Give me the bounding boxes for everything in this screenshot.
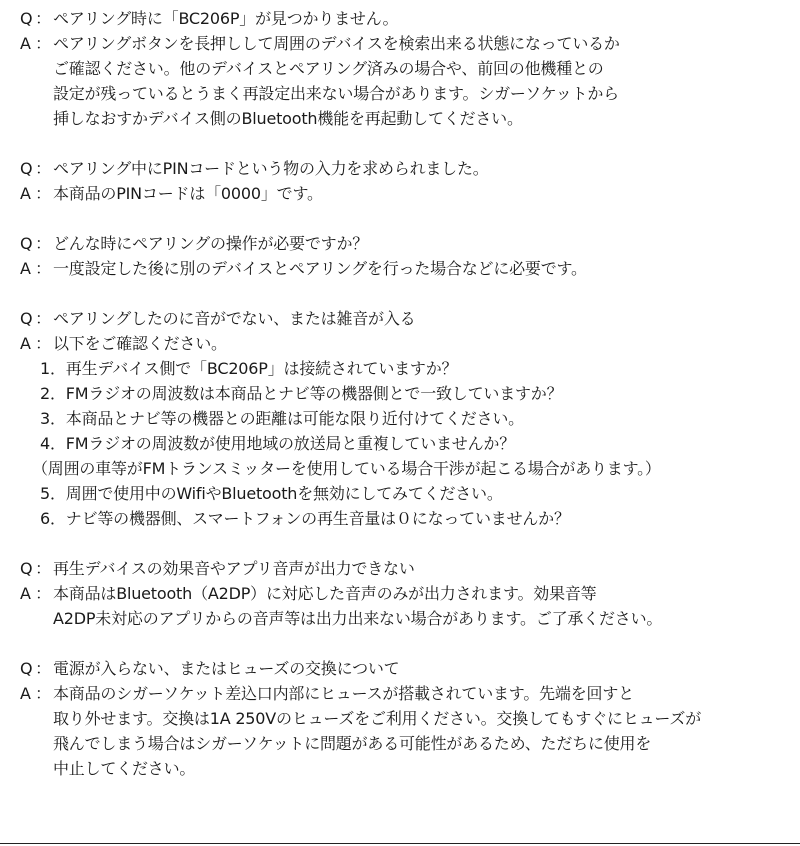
colon: ： xyxy=(35,9,51,28)
answer-line xyxy=(20,581,800,606)
question-line xyxy=(20,156,800,181)
answer-text: 飛んでしまう場合はシガーソケットに問題がある可能性があるため、ただちに使用を xyxy=(53,734,652,753)
answer-line xyxy=(20,56,800,81)
faq-list xyxy=(20,6,800,781)
answer-marker: A xyxy=(20,259,31,278)
check-item-text: 5．周囲で使用中のWifiやBluetoothを無効にしてみてください。 xyxy=(40,484,503,503)
colon: ： xyxy=(35,684,51,703)
check-note xyxy=(20,456,800,481)
answer-text: ご確認ください。他のデバイスとペアリング済みの場合や、前回の他機種との xyxy=(53,59,604,78)
faq-item-fuse xyxy=(20,656,800,781)
check-item xyxy=(20,406,800,431)
faq-item-pairing-not-found xyxy=(20,6,800,131)
question-line xyxy=(20,306,800,331)
answer-marker: A xyxy=(20,184,31,203)
check-item-text: 4．FMラジオの周波数が使用地域の放送局と重複していませんか？ xyxy=(40,434,515,453)
question-line xyxy=(20,231,800,256)
answer-text: 設定が残っているとうまく再設定出来ない場合があります。シガーソケットから xyxy=(53,84,619,103)
bottom-divider xyxy=(0,843,800,844)
answer-line xyxy=(20,731,800,756)
colon: ： xyxy=(35,334,51,353)
colon: ： xyxy=(35,234,51,253)
colon: ： xyxy=(35,309,51,328)
answer-marker: A xyxy=(20,684,31,703)
colon: ： xyxy=(35,34,51,53)
answer-line xyxy=(20,706,800,731)
answer-marker: A xyxy=(20,334,31,353)
check-item-text: 1．再生デバイス側で「BC206P」は接続されていますか？ xyxy=(40,359,458,378)
check-item-text: 6．ナビ等の機器側、スマートフォンの再生音量は０になっていませんか？ xyxy=(40,509,570,528)
question-text: どんな時にペアリングの操作が必要ですか？ xyxy=(53,234,369,253)
question-line xyxy=(20,556,800,581)
check-item-text: 2．FMラジオの周波数は本商品とナビ等の機器側とで一致していますか？ xyxy=(40,384,563,403)
question-line xyxy=(20,656,800,681)
colon: ： xyxy=(35,159,51,178)
colon: ： xyxy=(35,184,51,203)
question-text: ペアリング中にPINコードという物の入力を求められました。 xyxy=(53,159,489,178)
question-text: 再生デバイスの効果音やアプリ音声が出力できない xyxy=(53,559,415,578)
answer-line xyxy=(20,756,800,781)
faq-item-no-sound xyxy=(20,306,800,531)
check-item xyxy=(20,506,800,531)
answer-line xyxy=(20,31,800,56)
check-item-text: 3．本商品とナビ等の機器との距離は可能な限り近付けてください。 xyxy=(40,409,524,428)
check-note-text: （周囲の車等がFMトランスミッターを使用している場合干渉が起こる場合があります。） xyxy=(32,459,661,478)
question-marker: Q xyxy=(20,234,33,253)
answer-marker: A xyxy=(20,584,31,603)
answer-line xyxy=(20,106,800,131)
question-text: 電源が入らない、またはヒューズの交換について xyxy=(53,659,400,678)
question-marker: Q xyxy=(20,659,33,678)
answer-text: ペアリングボタンを長押しして周囲のデバイスを検索出来る状態になっているか xyxy=(53,34,620,53)
question-marker: Q xyxy=(20,309,33,328)
colon: ： xyxy=(35,584,51,603)
answer-text: 本商品のPINコードは「0000」です。 xyxy=(53,184,323,203)
colon: ： xyxy=(35,259,51,278)
colon: ： xyxy=(35,559,51,578)
answer-line xyxy=(20,81,800,106)
answer-text: 取り外せます。交換は1A 250Vのヒューズをご利用ください。交換してもすぐにヒューズが xyxy=(53,709,702,728)
answer-line xyxy=(20,256,800,281)
check-item xyxy=(20,481,800,506)
question-text: ペアリング時に「BC206P」が見つかりません。 xyxy=(53,9,399,28)
answer-text: 本商品はBluetooth（A2DP）に対応した音声のみが出力されます。効果音等 xyxy=(53,584,597,603)
answer-line xyxy=(20,181,800,206)
check-item xyxy=(20,381,800,406)
answer-text: 中止してください。 xyxy=(53,759,196,778)
answer-text: 本商品のシガーソケット差込口内部にヒュースが搭載されています。先端を回すと xyxy=(53,684,634,703)
answer-marker: A xyxy=(20,34,31,53)
answer-text: A2DP未対応のアプリからの音声等は出力出来ない場合があります。ご了承ください。 xyxy=(53,609,663,628)
answer-text: 以下をご確認ください。 xyxy=(53,334,227,353)
question-line xyxy=(20,6,800,31)
check-item xyxy=(20,356,800,381)
faq-item-when-pairing-needed xyxy=(20,231,800,281)
question-text: ペアリングしたのに音がでない、または雑音が入る xyxy=(53,309,416,328)
check-item xyxy=(20,431,800,456)
colon: ： xyxy=(35,659,51,678)
answer-text: 一度設定した後に別のデバイスとペアリングを行った場合などに必要です。 xyxy=(53,259,587,278)
question-marker: Q xyxy=(20,159,33,178)
answer-line xyxy=(20,681,800,706)
question-marker: Q xyxy=(20,559,33,578)
question-marker: Q xyxy=(20,9,33,28)
answer-line xyxy=(20,606,800,631)
answer-text: 挿しなおすかデバイス側のBluetooth機能を再起動してください。 xyxy=(53,109,523,128)
answer-line xyxy=(20,331,800,356)
faq-item-pin-code xyxy=(20,156,800,206)
faq-item-app-sound xyxy=(20,556,800,631)
